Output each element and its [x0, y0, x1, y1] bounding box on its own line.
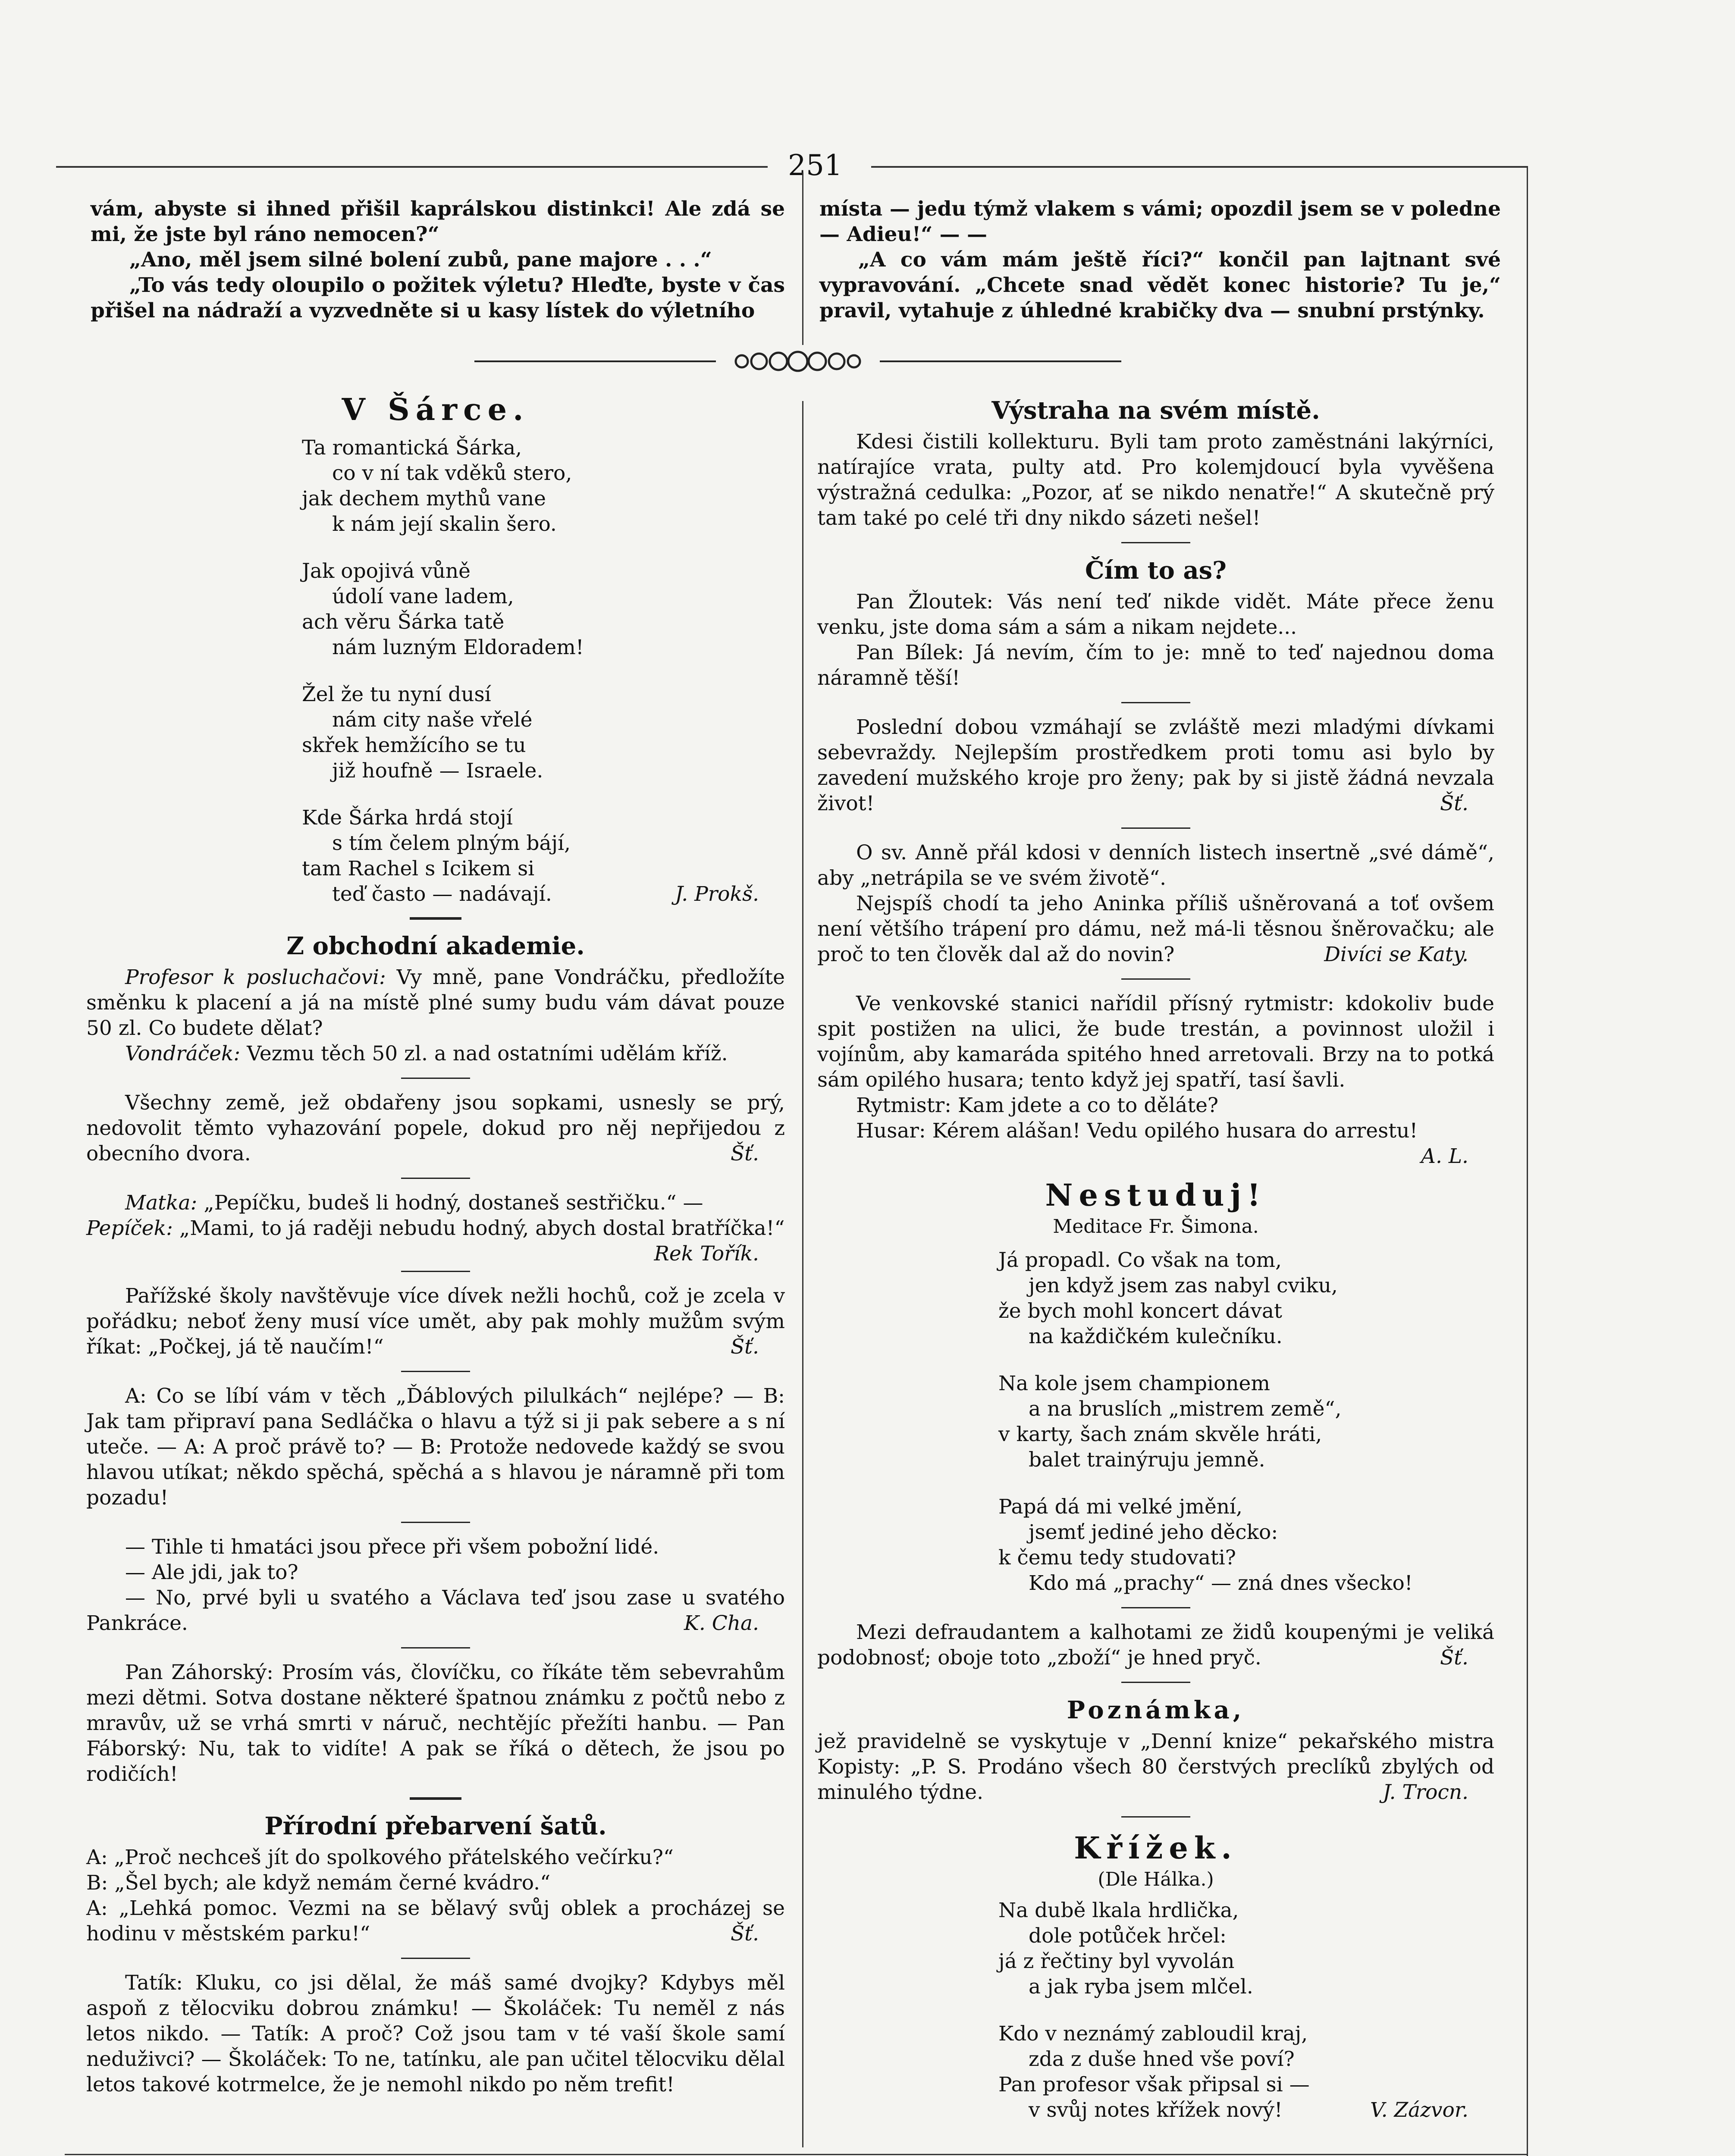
separator [401, 1647, 470, 1648]
separator [401, 1271, 470, 1272]
signature: Divíci se Katy. [1324, 943, 1468, 966]
column-divider [802, 401, 803, 2147]
separator [410, 1797, 461, 1800]
ornament-divider [474, 348, 1121, 374]
verse-line: skřek hemžícího se tu [302, 733, 526, 757]
text-line: „To vás tedy oloupilo o požitek výletu? Hleďte, byste v čas přišel na nádraží a vyzvedněte si u kasy lístek do výletního [91, 273, 785, 323]
prebarveni-title: Přírodní přebarvení šatů. [264, 1812, 607, 1840]
dialog-line: B: „Šel bych; ale když nemám černé kvádro.“ [86, 1871, 551, 1895]
speaker: Profesor k posluchačovi: [125, 965, 386, 989]
paragraph: — Tihle ti hmatáci jsou přece při všem pobožní lidé. [125, 1535, 659, 1559]
paragraph: Pan Záhorský: Prosím vás, človíčku, co říkáte těm sebevrahům mezi dětmi. Sotva dostane některé špatnou známku z počtů nebo z mravův, už se vrhá smrti v náruč, nechtějíc přežíti hanbu. — Pan Fáborský: Nu, tak to vidíte! A pak se říká o dětech, že jsou po rodičích! [86, 1661, 785, 1786]
nestuduj-poem [817, 1247, 1494, 1596]
paragraph: jež pravidelně se vyskytuje v „Denní knize“ pekařského mistra Kopisty: „P. S. Prodáno všech 80 čerstvých preclíků zbylých od minulého týdne. [817, 1730, 1494, 1804]
separator [401, 1958, 470, 1959]
verse-line: již houfně — Israele. [332, 759, 543, 783]
sarce-author: J. Prokš. [675, 882, 759, 906]
speaker: Vondráček: [125, 1042, 241, 1065]
verse-line: co v ní tak vděků stero, [332, 461, 572, 485]
signature: Šť. [730, 1335, 759, 1359]
signature: A. L. [1421, 1144, 1468, 1168]
top-divider [802, 172, 803, 345]
text: Vezmu těch 50 zl. a nad ostatními udělám kříž. [247, 1042, 728, 1065]
verse-line: ach věru Šárka tatě [302, 610, 505, 634]
text: Vy mně, pane Vondráčku, předložíte směnku k placení a já na místě plné sumy budu vám dávat pouze 50 zl. Co budete dělat? [86, 965, 785, 1040]
krizek-author: V. Zázvor. [1370, 2098, 1468, 2122]
top-left-column [91, 196, 785, 323]
paragraph: Pařížské školy navštěvuje více dívek nežli hochů, což je zcela v pořádku; neboť ženy musí více umět, aby pak mohly mužům svým říkat: „Počkej, já tě naučím!“ [86, 1284, 785, 1359]
separator [1121, 1682, 1190, 1683]
paragraph: Ve venkovské stanici nařídil přísný rytmistr: kdokoliv bude spit postižen na ulici, že bude trestán, a povinnost uložil i vojínům, aby kamaráda spitého hned arretovali. Brzy na to potká sám opilého husara; tento když jej spatří, tasí šavli. [817, 992, 1494, 1092]
text-line: vám, abyste si ihned přišil kaprálskou distinkci! Ale zdá se mi, že jste byl ráno nemocen?“ [91, 197, 785, 246]
verse-line: na každičkém kulečníku. [1029, 1325, 1283, 1348]
text-line: místa — jedu týmž vlakem s vámi; opozdil jsem se v poledne — Adieu!“ — — [819, 197, 1501, 246]
verse-line: zda z duše hned vše poví? [1029, 2047, 1295, 2071]
verse-line: Kde Šárka hrdá stojí [302, 806, 513, 830]
paragraph: Husar: Kérem alášan! Vedu opilého husara do arrestu! [856, 1119, 1418, 1143]
paragraph: Pan Bílek: Já nevím, čím to je: mně to teď najednou doma náramně těší! [817, 641, 1494, 690]
separator [1121, 827, 1190, 829]
verse-line: já z řečtiny byl vyvolán [998, 1949, 1235, 1973]
paragraph [86, 965, 785, 1041]
verse-line: Kdo v neznámý zabloudil kraj, [998, 2022, 1308, 2046]
verse-line: nám city naše vřelé [332, 708, 533, 732]
paragraph [86, 1216, 785, 1241]
paragraph: Nejspíš chodí ta jeho Aninka příliš ušněrovaná a toť ovšem není většího trápení pro dámu, než má-li těsnou šněrovačku; ale proč to ten člověk dal až do novin? [817, 892, 1494, 966]
signature: Šť. [730, 1922, 759, 1946]
verse-line: a jak ryba jsem mlčel. [1029, 1975, 1253, 1999]
verse-line: Kdo má „prachy“ — zná dnes všecko! [1029, 1571, 1413, 1595]
verse-line: údolí vane ladem, [332, 585, 514, 608]
speaker: Matka: [125, 1191, 198, 1215]
header-rule-right [871, 166, 1527, 168]
verse-line: Papá dá mi velké jmění, [998, 1495, 1242, 1519]
verse-line: Žel že tu nyní dusí [302, 683, 491, 706]
nestuduj-title: Nestuduj! [1045, 1177, 1267, 1213]
verse-line: Pan profesor však připsal si — [998, 2073, 1310, 2096]
separator [401, 1178, 470, 1179]
verse-line: Na dubě lkala hrdlička, [998, 1899, 1239, 1922]
text: „Mami, to já raději nebudu hodný, abych dostal bratříčka!“ [179, 1216, 785, 1240]
verse-line: Jak opojivá vůně [302, 559, 471, 583]
separator [401, 1522, 470, 1523]
verse-line: jen když jsem zas nabyl cviku, [1029, 1274, 1338, 1297]
paragraph: Mezi defraudantem a kalhotami ze židů koupenými je veliká podobnosť; oboje toto „zboží“ je hned pryč. [817, 1620, 1494, 1670]
verse-line: k čemu tedy studovati? [998, 1546, 1236, 1570]
paragraph: Poslední dobou vzmáhají se zvláště mezi mladými dívkami sebevraždy. Nejlepším prostředkem proti tomu asi bylo by zavedení mužského kroje pro ženy; pak by si jistě žádná nevzala život! [817, 715, 1494, 815]
right-column [817, 390, 1494, 2123]
header-rule-left [56, 166, 768, 168]
verse-line: s tím čelem plným bájí, [332, 831, 571, 855]
verse-line: v karty, šach znám skvěle hráti, [998, 1423, 1322, 1446]
signature: K. Cha. [684, 1611, 759, 1635]
verse-line: balet trainýruju jemně. [1029, 1448, 1265, 1472]
signature: Šť. [730, 1142, 759, 1166]
text-line: „Ano, měl jsem silné bolení zubů, pane majore . . .“ [129, 248, 712, 272]
verse-line: jak dechem mythů vane [302, 487, 546, 511]
krizek-subtitle: (Dle Hálka.) [1098, 1868, 1214, 1890]
paragraph [86, 1190, 785, 1216]
verse-line: k nám její skalin šero. [332, 512, 557, 536]
signature: Rek Tořík. [654, 1242, 759, 1266]
page-number: 251 [788, 149, 842, 182]
separator [401, 1371, 470, 1372]
paragraph [86, 1041, 785, 1066]
separator [1121, 978, 1190, 980]
right-border [1527, 166, 1528, 2156]
separator [410, 917, 461, 920]
paragraph: O sv. Anně přál kdosi v denních listech insertně „své dámě“, aby „netrápila se ve svém životě“. [817, 841, 1494, 890]
sarce-title: V Šárce. [342, 392, 530, 427]
nestuduj-subtitle: Meditace Fr. Šimona. [1053, 1216, 1259, 1238]
paragraph: — No, prvé byli u svatého a Václava teď jsou zase u svatého Pankráce. [86, 1586, 785, 1635]
vystraha-title: Výstraha na svém místě. [991, 396, 1320, 425]
krizek-poem [817, 1898, 1494, 2123]
separator [1121, 702, 1190, 703]
verse-line: jsemť jediné jeho děcko: [1029, 1520, 1278, 1544]
paragraph: Kdesi čistili kollekturu. Byli tam proto zaměstnáni lakýrníci, natírajíce vrata, pulty atd. Pro kolemjdoucí byla vyvěšena výstražná cedulka: „Pozor, ať se nikdo nenatře!“ A skutečně prý tam také po celé tři dny nikdo sázeti nešel! [817, 430, 1494, 530]
poznamka-title: Poznámka, [1067, 1696, 1245, 1724]
signature: J. Trocn. [1383, 1780, 1468, 1804]
verse-line: teď často — nadávají. [332, 882, 552, 906]
separator [401, 1078, 470, 1079]
verse-line: a na bruslích „mistrem země“, [1029, 1397, 1342, 1421]
separator [1121, 1607, 1190, 1608]
separator [1121, 542, 1190, 543]
separator [1121, 1816, 1190, 1818]
speaker: Pepíček: [86, 1216, 173, 1240]
signature: Šť. [1440, 792, 1468, 815]
top-right-column [819, 196, 1501, 323]
paragraph: — Ale jdi, jak to? [125, 1561, 298, 1584]
text-line: „A co vám mám ještě říci?“ končil pan lajtnant své vypravování. „Chcete snad vědět konec historie? Tu je,“ pravil, vytahuje z úhledné krabičky dva — snubní prstýnky. [819, 248, 1501, 323]
verse-line: Já propadl. Co však na tom, [998, 1248, 1282, 1272]
verse-line: že bych mohl koncert dávat [998, 1299, 1282, 1323]
verse-line: dole potůček hrčel: [1029, 1924, 1227, 1948]
left-column [86, 390, 785, 2097]
dialog-line: A: „Proč nechceš jít do spolkového přátelského večírku?“ [86, 1846, 674, 1869]
verse-line: v svůj notes křížek nový! [1029, 2098, 1283, 2122]
paragraph: Tatík: Kluku, co jsi dělal, že máš samé dvojky? Kdybys měl aspoň z tělocviku dobrou známku! — Školáček: Tu neměl z nás letos nikdo. — Tatík: A proč? Což jsou tam v té vaší škole samí neduživci? — Školáček: To ne, tatínku, ale pan učitel tělocviku dělal letos takové kotrmelce, že je nemohl nikdo po něm trefit! [86, 1971, 785, 2096]
verse-line: Na kole jsem championem [998, 1372, 1270, 1395]
verse-line: tam Rachel s Icikem si [302, 857, 535, 881]
verse-line: Ta romantická Šárka, [302, 436, 522, 460]
verse-line: nám luzným Eldoradem! [332, 636, 584, 659]
akademie-title: Z obchodní akademie. [286, 932, 585, 960]
cim-title: Čím to as? [1085, 556, 1227, 585]
paragraph: Rytmistr: Kam jdete a co to děláte? [856, 1094, 1219, 1117]
text: „Pepíčku, budeš li hodný, dostaneš sestřičku.“ — [204, 1191, 703, 1215]
paragraph: Všechny země, jež obdařeny jsou sopkami, usnesly se prý, nedovolit těmto vyhazování popele, dokud pro něj nepřijedou z obecního dvora. [86, 1091, 785, 1166]
dialog-line: A: „Lehká pomoc. Vezmi na se bělavý svůj oblek a procházej se hodinu v městském parku!“ [86, 1896, 785, 1946]
krizek-title: Křížek. [1074, 1830, 1238, 1866]
paragraph: A: Co se líbí vám v těch „Ďáblových pilulkách“ nejlépe? — B: Jak tam připraví pana Sedláčka o hlavu a týž si ji pak sebere a s ní uteče. — A: A proč právě to? — B: Protože nedovede každý se svou hlavou utíkat; někdo spěchá, spěchá a s hlavou je náramně při tom pozadu! [86, 1384, 785, 1510]
bottom-rule [65, 2154, 1527, 2155]
paragraph: Pan Žloutek: Vás není teď nikde vidět. Máte přece ženu venku, jste doma sám a sám a nikam nejdete... [817, 590, 1494, 639]
sarce-poem [86, 435, 785, 907]
signature: Šť. [1440, 1646, 1468, 1670]
